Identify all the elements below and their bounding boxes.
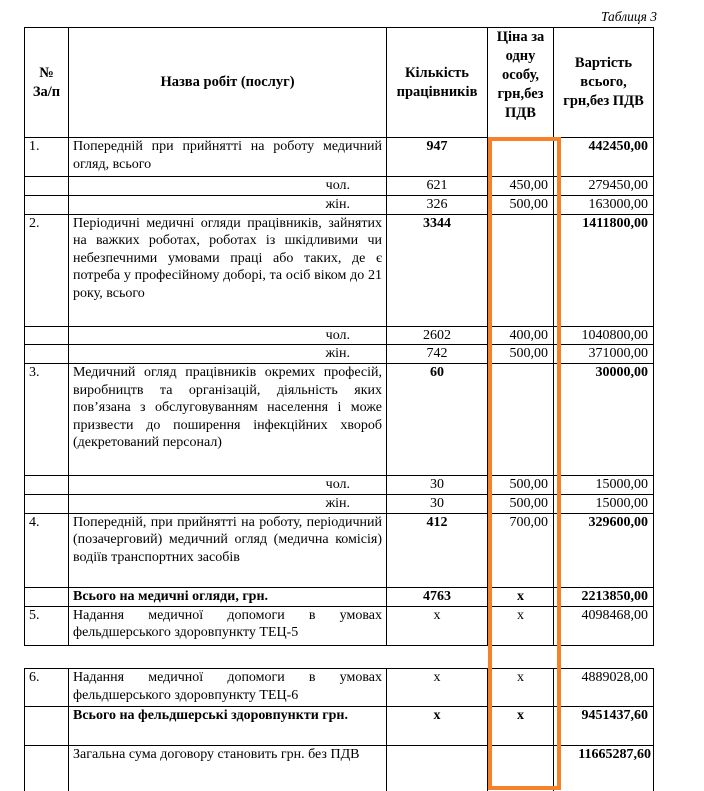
header-name: Назва робіт (послуг) bbox=[69, 28, 387, 138]
table-row bbox=[25, 214, 654, 326]
row-name: чол. bbox=[69, 326, 387, 345]
row-no bbox=[25, 326, 69, 345]
row-name: жін. bbox=[69, 345, 387, 364]
row-no: 5. bbox=[25, 606, 69, 645]
row-qty: х bbox=[387, 669, 488, 707]
row-price: 500,00 bbox=[488, 345, 554, 364]
row-qty: 4763 bbox=[387, 587, 488, 606]
row-qty: х bbox=[387, 606, 488, 645]
row-name: чол. bbox=[69, 476, 387, 495]
row-price: 500,00 bbox=[488, 195, 554, 214]
row-no bbox=[25, 494, 69, 513]
row-no bbox=[25, 707, 69, 746]
row-total: 442450,00 bbox=[554, 138, 654, 177]
row-name: Загальна сума договору становить грн. без ПДВ bbox=[69, 746, 387, 791]
row-qty: 947 bbox=[387, 138, 488, 177]
row-price: 450,00 bbox=[488, 177, 554, 196]
row-qty: 412 bbox=[387, 513, 488, 587]
row-price: 500,00 bbox=[488, 476, 554, 495]
row-no: 6. bbox=[25, 669, 69, 707]
row-qty: х bbox=[387, 707, 488, 746]
row-total: 1040800,00 bbox=[554, 326, 654, 345]
row-no bbox=[25, 177, 69, 196]
table-row-total-health-posts bbox=[25, 707, 654, 746]
table-row bbox=[25, 669, 654, 707]
row-price bbox=[488, 746, 554, 791]
row-total: 371000,00 bbox=[554, 345, 654, 364]
row-no: 1. bbox=[25, 138, 69, 177]
row-price: 500,00 bbox=[488, 494, 554, 513]
row-price bbox=[488, 214, 554, 326]
table-row-subtotal-male bbox=[25, 326, 654, 345]
row-price: х bbox=[488, 587, 554, 606]
row-qty: 2602 bbox=[387, 326, 488, 345]
header-qty: Кількість працівників bbox=[387, 28, 488, 138]
row-total: 9451437,60 bbox=[554, 707, 654, 746]
row-total: 1411800,00 bbox=[554, 214, 654, 326]
row-name: Всього на медичні огляди, грн. bbox=[69, 587, 387, 606]
row-price bbox=[488, 138, 554, 177]
row-price: х bbox=[488, 707, 554, 746]
row-total: 4098468,00 bbox=[554, 606, 654, 645]
table-row-subtotal-female bbox=[25, 195, 654, 214]
row-no: 2. bbox=[25, 214, 69, 326]
services-table-continued bbox=[24, 668, 654, 791]
row-price: х bbox=[488, 669, 554, 707]
row-total: 15000,00 bbox=[554, 476, 654, 495]
row-qty: 30 bbox=[387, 494, 488, 513]
row-price: 400,00 bbox=[488, 326, 554, 345]
header-row bbox=[25, 28, 654, 138]
row-total: 163000,00 bbox=[554, 195, 654, 214]
row-no bbox=[25, 587, 69, 606]
row-name: Медичний огляд працівників окремих професій, виробництв та організацій, діяльність яких пов’язана з обслуговуванням населення і може призвести до поширення інфекційних хвороб (декретований персонал) bbox=[69, 364, 387, 476]
table-row-contract-total bbox=[25, 746, 654, 791]
row-no bbox=[25, 476, 69, 495]
row-price: 700,00 bbox=[488, 513, 554, 587]
table-row bbox=[25, 364, 654, 476]
row-no: 4. bbox=[25, 513, 69, 587]
table-row bbox=[25, 138, 654, 177]
row-price bbox=[488, 364, 554, 476]
row-qty: 742 bbox=[387, 345, 488, 364]
row-total: 11665287,60 bbox=[554, 746, 654, 791]
row-name: Всього на фельдшерські здоровпункти грн. bbox=[69, 707, 387, 746]
row-no bbox=[25, 345, 69, 364]
row-qty: 30 bbox=[387, 476, 488, 495]
row-total: 279450,00 bbox=[554, 177, 654, 196]
table-row-subtotal-male bbox=[25, 177, 654, 196]
table-row-subtotal-female bbox=[25, 345, 654, 364]
row-total: 15000,00 bbox=[554, 494, 654, 513]
row-no bbox=[25, 195, 69, 214]
table-row-subtotal-female bbox=[25, 494, 654, 513]
table-caption: Таблиця 3 bbox=[600, 9, 657, 24]
header-total: Вартість всього, грн,без ПДВ bbox=[554, 28, 654, 138]
row-total: 4889028,00 bbox=[554, 669, 654, 707]
table-row-subtotal-male bbox=[25, 476, 654, 495]
services-table bbox=[24, 27, 654, 646]
row-name: Попередній при прийнятті на роботу медичний огляд, всього bbox=[69, 138, 387, 177]
row-qty: 3344 bbox=[387, 214, 488, 326]
row-qty bbox=[387, 746, 488, 791]
row-qty: 326 bbox=[387, 195, 488, 214]
row-price: х bbox=[488, 606, 554, 645]
row-name: Попередній, при прийнятті на роботу, періодичний (позачерговий) медичний огляд (медична комісія) водіїв транспортних засобів bbox=[69, 513, 387, 587]
row-name: чол. bbox=[69, 177, 387, 196]
header-no: № За/п bbox=[25, 28, 69, 138]
row-name: Періодичні медичні огляди працівників, зайнятих на важких роботах, роботах із шкідливими чи небезпечними умовами праці або таких, де є потреба у професійному доборі, та осіб віком до 21 року, всього bbox=[69, 214, 387, 326]
row-total: 329600,00 bbox=[554, 513, 654, 587]
row-no: 3. bbox=[25, 364, 69, 476]
row-qty: 60 bbox=[387, 364, 488, 476]
row-name: Надання медичної допомоги в умовах фельдшерського здоровпункту ТЕЦ-5 bbox=[69, 606, 387, 645]
table-row bbox=[25, 606, 654, 645]
row-name: Надання медичної допомоги в умовах фельдшерського здоровпункту ТЕЦ-6 bbox=[69, 669, 387, 707]
row-no bbox=[25, 746, 69, 791]
header-price: Ціна за одну особу, грн,без ПДВ bbox=[488, 28, 554, 138]
row-total: 30000,00 bbox=[554, 364, 654, 476]
row-total: 2213850,00 bbox=[554, 587, 654, 606]
table-row-total-exams bbox=[25, 587, 654, 606]
row-name: жін. bbox=[69, 195, 387, 214]
row-qty: 621 bbox=[387, 177, 488, 196]
table-row bbox=[25, 513, 654, 587]
row-name: жін. bbox=[69, 494, 387, 513]
